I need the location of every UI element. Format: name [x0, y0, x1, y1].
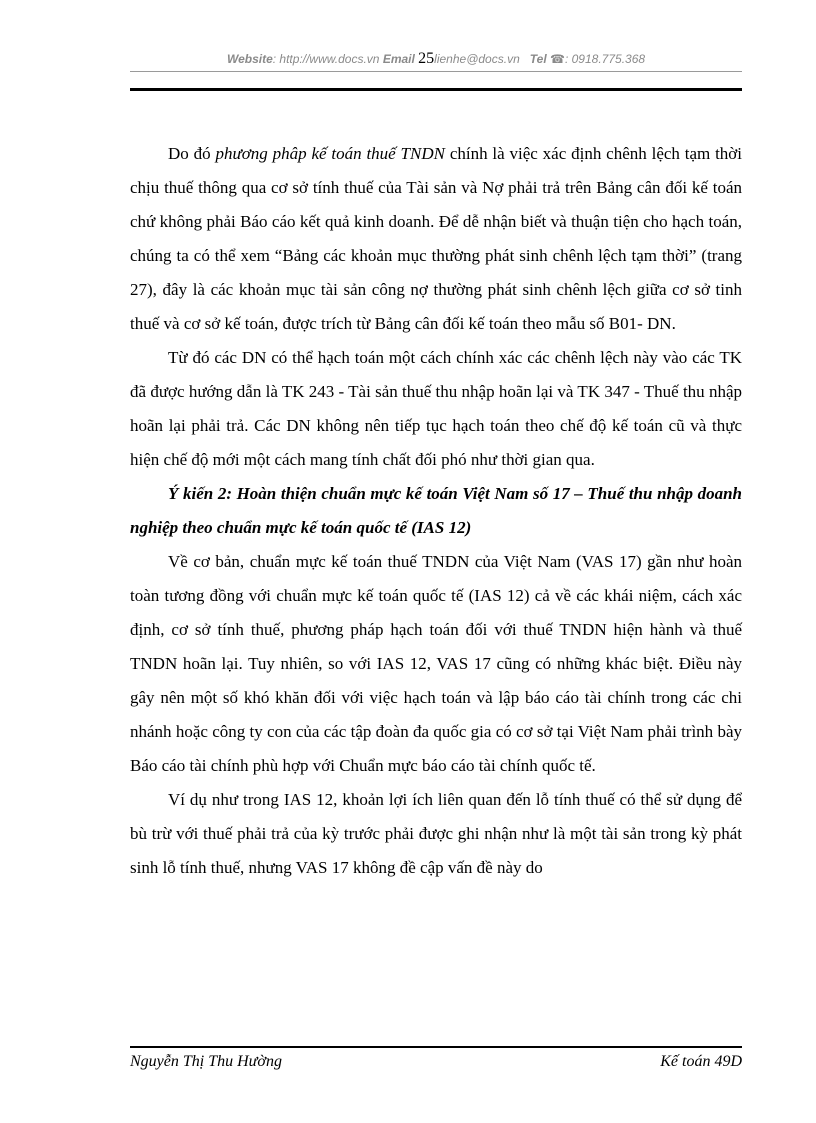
paragraph-1-start: Do đó [168, 144, 216, 163]
phone-icon: ☎ [550, 52, 565, 66]
paragraph-3: Về cơ bản, chuẩn mực kế toán thuế TNDN của Việt Nam (VAS 17) gần như hoàn toàn tương đồng với chuẩn mực kế toán quốc tế (IAS 12) cả về các khái niệm, cách xác định, cơ sở tính thuế, phương pháp hạch toán đối với thuế TNDN hiện hành và thuế TNDN hoãn lại. Tuy nhiên, so với IAS 12, VAS 17 cũng có những khác biệt. Điều này gây nên một số khó khăn đối với việc hạch toán và lập báo cáo tài chính trong các chi nhánh hoặc công ty con của các tập đoàn đa quốc gia có cơ sở tại Việt Nam phải trình bày Báo cáo tài chính phù hợp với Chuẩn mực báo cáo tài chính quốc tế. [130, 552, 742, 775]
footer-class: Kế toán 49D [660, 1053, 742, 1070]
tel-label: Tel [529, 52, 547, 66]
page-number: 25 [418, 50, 435, 67]
header-divider-thick [130, 88, 742, 91]
website-label: Website [226, 52, 273, 66]
footer-divider [130, 1046, 742, 1048]
website-url[interactable]: : http://www.docs.vn [272, 52, 380, 66]
document-body [130, 137, 742, 885]
paragraph-1 [130, 137, 742, 341]
section-heading: Ý kiến 2: Hoàn thiện chuẩn mực kế toán Việt Nam số 17 – Thuế thu nhập doanh nghiệp theo chuẩn mực kế toán quốc tế (IAS 12) [130, 484, 742, 537]
email-label: Email [382, 52, 415, 66]
paragraph-1-rest: chính là việc xác định chênh lệch tạm thời chịu thuế thông qua cơ sở tính thuế của Tài sản và Nợ phải trả trên Bảng cân đối kế toán chứ không phải Báo cáo kết quả kinh doanh. Để dễ nhận biết và thuận tiện cho hạch toán, chúng ta có thể xem “Bảng các khoản mục thường phát sinh chênh lệch tạm thời” (trang 27), đây là các khoản mục tài sản công nợ thường phát sinh chênh lệch giữa cơ sở tinh thuế và cơ sở kế toán, được trích từ Bảng cân đối kế toán theo mẫu số B01- DN. [130, 144, 743, 333]
header-divider-thin [130, 71, 742, 72]
email-address[interactable]: lienhe@docs.vn [434, 52, 520, 66]
footer-author: Nguyễn Thị Thu Hường [130, 1053, 282, 1070]
paragraph-1-emphasis: phương phâp kế toán thuế TNDN [215, 144, 445, 163]
tel-number: : 0918.775.368 [564, 52, 646, 66]
page-footer [130, 1053, 742, 1071]
paragraph-2: Từ đó các DN có thể hạch toán một cách chính xác các chênh lệch này vào các TK đã được hướng dẫn là TK 243 - Tài sản thuế thu nhập hoãn lại và TK 347 - Thuế thu nhập hoãn lại phải trả. Các DN không nên tiếp tục hạch toán theo chế độ kế toán cũ và thực hiện chế độ mới một cách mang tính chất đối phó như thời gian qua. [130, 348, 742, 469]
page-header [130, 50, 742, 68]
paragraph-4: Ví dụ như trong IAS 12, khoản lợi ích liên quan đến lỗ tính thuế có thể sử dụng để bù trừ với thuế phải trả của kỳ trước phải được ghi nhận như là một tài sản trong kỳ phát sinh lỗ tính thuế, nhưng VAS 17 không đề cập vấn đề này do [130, 790, 742, 877]
